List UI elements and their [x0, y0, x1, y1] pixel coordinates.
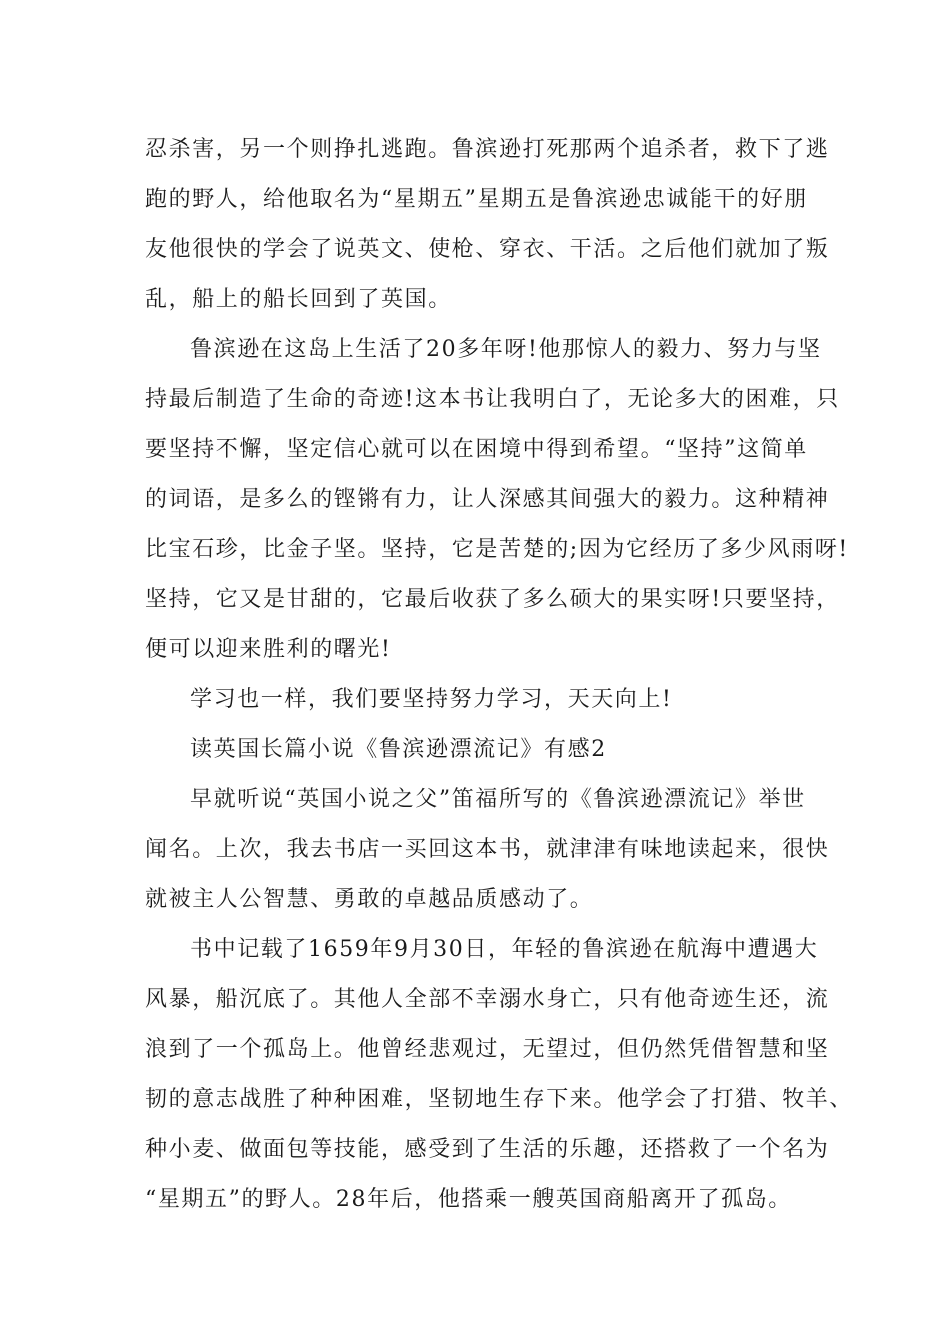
section-heading: 读英国长篇小说《鲁滨逊漂流记》有感2: [190, 737, 607, 762]
text-line: 书中记载了1659年9月30日，年轻的鲁滨逊在航海中遭遇大: [190, 937, 819, 962]
text-line: 早就听说“英国小说之父”笛福所写的《鲁滨逊漂流记》举世: [190, 787, 806, 812]
text-line: 风暴，船沉底了。其他人全部不幸溺水身亡，只有他奇迹生还，流: [145, 987, 830, 1012]
text-line: “星期五”的野人。28年后，他搭乘一艘英国商船离开了孤岛。: [145, 1187, 792, 1212]
text-line: 忍杀害，另一个则挣扎逃跑。鲁滨逊打死那两个追杀者，救下了逃: [145, 137, 830, 162]
text-line: 持最后制造了生命的奇迹!这本书让我明白了，无论多大的困难，只: [145, 387, 840, 412]
text-line: 韧的意志战胜了种种困难，坚韧地生存下来。他学会了打猎、牧羊、: [145, 1087, 854, 1112]
text-line: 坚持，它又是甘甜的，它最后收获了多么硕大的果实呀!只要坚持，: [145, 587, 840, 612]
text-line: 学习也一样，我们要坚持努力学习，天天向上!: [190, 687, 673, 712]
text-line: 的词语，是多么的铿锵有力，让人深感其间强大的毅力。这种精神: [145, 487, 830, 512]
text-line: 就被主人公智慧、勇敢的卓越品质感动了。: [145, 887, 594, 912]
text-line: 比宝石珍，比金子坚。坚持，它是苦楚的;因为它经历了多少风雨呀!: [145, 537, 849, 562]
text-line: 跑的野人，给他取名为“星期五”星期五是鲁滨逊忠诚能干的好朋: [145, 187, 808, 212]
text-line: 闻名。上次，我去书店一买回这本书，就津津有味地读起来，很快: [145, 837, 830, 862]
text-line: 便可以迎来胜利的曙光!: [145, 637, 392, 662]
text-line: 要坚持不懈，坚定信心就可以在困境中得到希望。“坚持”这简单: [145, 437, 808, 462]
text-line: 种小麦、做面包等技能，感受到了生活的乐趣，还搭救了一个名为: [145, 1137, 830, 1162]
text-line: 浪到了一个孤岛上。他曾经悲观过，无望过，但仍然凭借智慧和坚: [145, 1037, 830, 1062]
text-line: 友他很快的学会了说英文、使枪、穿衣、干活。之后他们就加了叛: [145, 237, 830, 262]
text-line: 乱，船上的船长回到了英国。: [145, 287, 452, 312]
text-line: 鲁滨逊在这岛上生活了20多年呀!他那惊人的毅力、努力与坚: [190, 337, 822, 362]
